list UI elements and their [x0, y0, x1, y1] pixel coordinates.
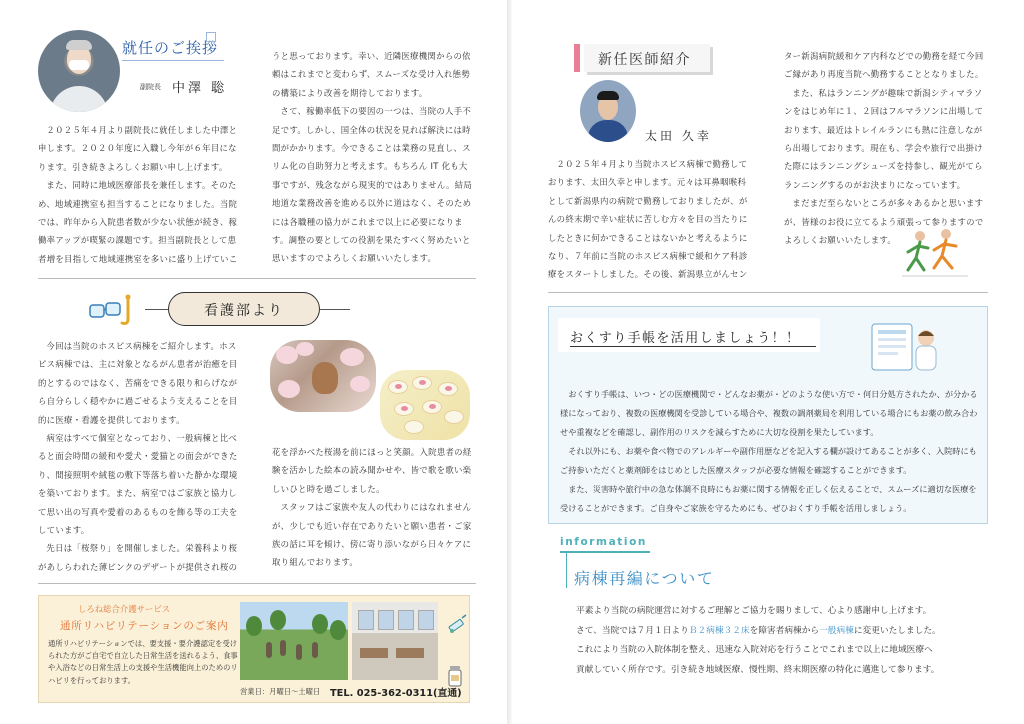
ward-highlight-general: 一般病棟: [819, 625, 854, 636]
medicine-bottle-icon: [444, 664, 466, 688]
new-doctor-paragraph: また、私はランニングが趣味で新潟シティマラソンをはじめ年に１、２回はフルマラソンに出場しております、最近はトレイルランにも熱に注意しながら出場しております。現在も、学会や旅行で出掛けた際にはランニングシューズを持参し、観光がてらランニングするのがお決まりになっています。: [784, 87, 984, 190]
nursing-heading-line-left: [145, 309, 169, 310]
nursing-column-2: [272, 443, 476, 583]
greeting-column-1: [38, 121, 240, 271]
pharmacist-with-notebook-illustration: [868, 318, 944, 376]
new-doctor-name: 太田 久幸: [645, 129, 712, 143]
ward-reorganization-heading: 病棟再編について: [574, 569, 715, 588]
nursing-paragraph: 病室はすべて個室となっており、一般病棟と比べると面会時間の緩和や愛犬・愛猫との面会ができたり、間接照明や絨毯の敷下等落ち着いた静かな環境を築いております。また、病室ではご家族と協力して思い出の写真や愛着のあるものを飾る等の工夫をしています。: [38, 433, 238, 536]
day-rehab-business-days: 営業日：月曜日～土曜日: [240, 687, 321, 696]
new-doctor-heading: 新任医師紹介: [598, 52, 691, 68]
rehab-facility-room-photo: [352, 602, 438, 680]
new-doctor-photo: [580, 80, 636, 142]
day-rehab-title: 通所リハビリテーションのご案内: [60, 620, 229, 632]
ward-highlight-b2: Ｂ２病棟３２床: [688, 625, 750, 636]
nursing-paragraph: 花を浮かべた桜湯を前にほっと笑顔。入院患者の経験を活かした絵本の読み聞かせや、皆で歌を歌い楽しいひと時を過ごしました。: [272, 447, 472, 494]
runners-illustration: [900, 226, 970, 282]
section-divider: [38, 583, 476, 584]
sakura-festival-bear-photo: [270, 340, 376, 412]
ward-text-line: これにより当院の入院体制を整え、迅速な入院対応を行うことでこれまで以上に地域医療へ: [576, 645, 933, 655]
new-doctor-paragraph: まだまだ至らないところが多々あるかと思いますが、皆様のお役に立てるよう頑張って参りますのでよろしくお願いいたします。: [784, 198, 984, 245]
greeting-paragraph: また、同時に地域医療部長を兼任します。そのため、地域連携室も担当することになりました。当院では、昨年から入院患者数が少ない状態が続き、稼働率アップが喫緊の課題です。担当副院長として患者増を目指して地域連携室を多いに盛り上げていこ: [38, 180, 238, 264]
greeting-paragraph: うと思っております。幸い、近隣医療機関からの依頼はこれまでと変わらず、スムーズな受け入れ態勢の構築により改善を期待しております。: [272, 51, 471, 98]
greeting-paragraph: ２０２５年４月より副院長に就任しました中澤と申します。２０２０年度に入職し今年が６年目になります。引き続きよろしくお願い申し上げます。: [38, 125, 238, 172]
ward-reorganization-text: [576, 602, 996, 680]
new-doctor-paragraph: ２０２５年４月より当院ホスピス病棟で勤務しております、太田久幸と申します。元々は耳鼻咽喉科として新潟県内の病院で勤務しておりましたが、がんの終末期で辛い症状に苦しむ方々を目の当たりにしたときに何かできることはないかと考えるようになり、７年前に当院のホスピス病棟で緩和ケア科診療をスタートしました。その後、新潟県立がんセン: [548, 159, 748, 280]
day-rehab-phone: TEL. 025-362-0311(直通): [330, 688, 462, 699]
greeting-heading-underline: [122, 60, 224, 61]
rehab-outdoor-walk-photo: [240, 602, 348, 680]
sakura-dessert-photo: [380, 370, 470, 440]
medicine-notebook-text: [560, 385, 984, 518]
nursing-heading: 看護部より: [204, 303, 284, 319]
medicine-paragraph: また、災害時や旅行中の急な体調不良時にもお薬に関する情報を正しく伝えることで、スムーズに適切な医療を受けることができます。ご自身やご家族を守るためにも、ぜひおくすり手帳を活用しましょう。: [560, 484, 977, 513]
medicine-notebook-heading-underline: [570, 346, 816, 347]
new-doctor-column-1: [548, 155, 752, 285]
vice-director-name: 中澤 聡: [172, 81, 228, 96]
greeting-heading: 就任のご挨拶: [122, 39, 219, 57]
vice-director-role: 副院長: [140, 83, 161, 91]
ward-text-line: 平素より当院の病院運営に対するご理解とご協力を賜りまして、心より感謝申し上げます。: [576, 606, 932, 616]
nursing-column-1: [38, 337, 240, 577]
ward-text-line: さて、当院では７月１日よりＢ２病棟３２床を障害者病棟から一般病棟に変更いたしました。: [576, 625, 941, 636]
information-label-connector: [566, 552, 567, 588]
syringe-icon: [446, 614, 468, 636]
new-doctor-heading-accent: [574, 44, 580, 72]
nursing-paragraph: 今回は当院のホスピス病棟をご紹介します。ホスピス病棟では、主に対象となるがん患者が治癒を目的とするのではなく、苦痛をできる限り和らげながら自分らしく穏やかに過ごせるよう支えることを目的に医療・看護を提供しております。: [38, 341, 238, 425]
new-doctor-column-2: [784, 47, 988, 245]
greeting-paragraph: さて、稼働率低下の要因の一つは、当院の人手不足です。しかし、国全体の状況を見れば解決には時間がかかります。今できることは業務の見直し、スリム化の自助努力と考えます。もちろん IT 化も大事ですが、残念ながら現実的ではありません。結局地道な業務改善を進める以外に道はなく、そのためには各職種の協力がこれまで以上に必要になります。調整の要としての役割を果たすべく努めたいと思いますのでよろしくお願いいたします。: [272, 106, 473, 264]
vice-director-photo: [38, 30, 120, 112]
day-rehab-organization: しろね総合介護サービス: [78, 604, 171, 614]
greeting-heading-decoration: [206, 32, 216, 42]
medicine-notebook-heading: おくすり手帳を活用しましょう！！: [570, 331, 801, 346]
day-rehab-description: 通所リハビリテーションでは、要支援・要介護認定を受けられた方がご自宅で自立した日常生活を送れるよう、食事や入浴などの日常生活上の支援や生活機能向上のためのリハビリを行っております。: [48, 639, 238, 685]
greeting-column-2: [272, 47, 476, 269]
nursing-paragraph: 先日は「桜祭り」を開催しました。栄養科より桜があしらわれた薄ピンクのデザートが提供され桜の: [38, 543, 238, 572]
new-doctor-paragraph: ター新潟病院緩和ケア内科などでの勤務を経て今回ご縁があり再度当院へ勤務することとなりました。: [784, 51, 984, 80]
section-divider: [38, 278, 476, 279]
information-label: information: [560, 536, 647, 548]
nursing-paragraph: スタッフはご家族や友人の代わりにはなれませんが、少しでも近い存在でありたいと願い患者・ご家族の話に耳を傾け、傍に寄り添いながら日々ケアに取り組んでおります。: [272, 502, 472, 568]
section-divider: [548, 292, 988, 293]
ward-text-line: 貢献していく所存です。引き続き地域医療、慢性期、終末期医療の特化に邁進して参ります。: [576, 664, 940, 675]
medicine-paragraph: おくすり手帳は、いつ・どの医療機関で・どんなお薬が・どのような使い方で・何日分処方されたか、が分かる様になっており、複数の医療機関を受診している場合や、複数の調剤薬局を利用している場合にもお薬の飲み合わせや重複などを確認し、副作用のリスクを減らすために大切な役割を果たしています。: [560, 389, 978, 437]
medicine-paragraph: それ以外にも、お薬や食べ物でのアレルギーや副作用歴などを記入する欄が設けてあることが多く、入院時にもご持参いただくと薬剤師をはじめとした医療スタッフが必要な情報を確認することができます。: [560, 446, 977, 475]
information-label-underline: [560, 551, 650, 553]
nursing-heading-line-right: [320, 309, 350, 310]
goggles-and-snorkel-icon: [88, 293, 138, 327]
